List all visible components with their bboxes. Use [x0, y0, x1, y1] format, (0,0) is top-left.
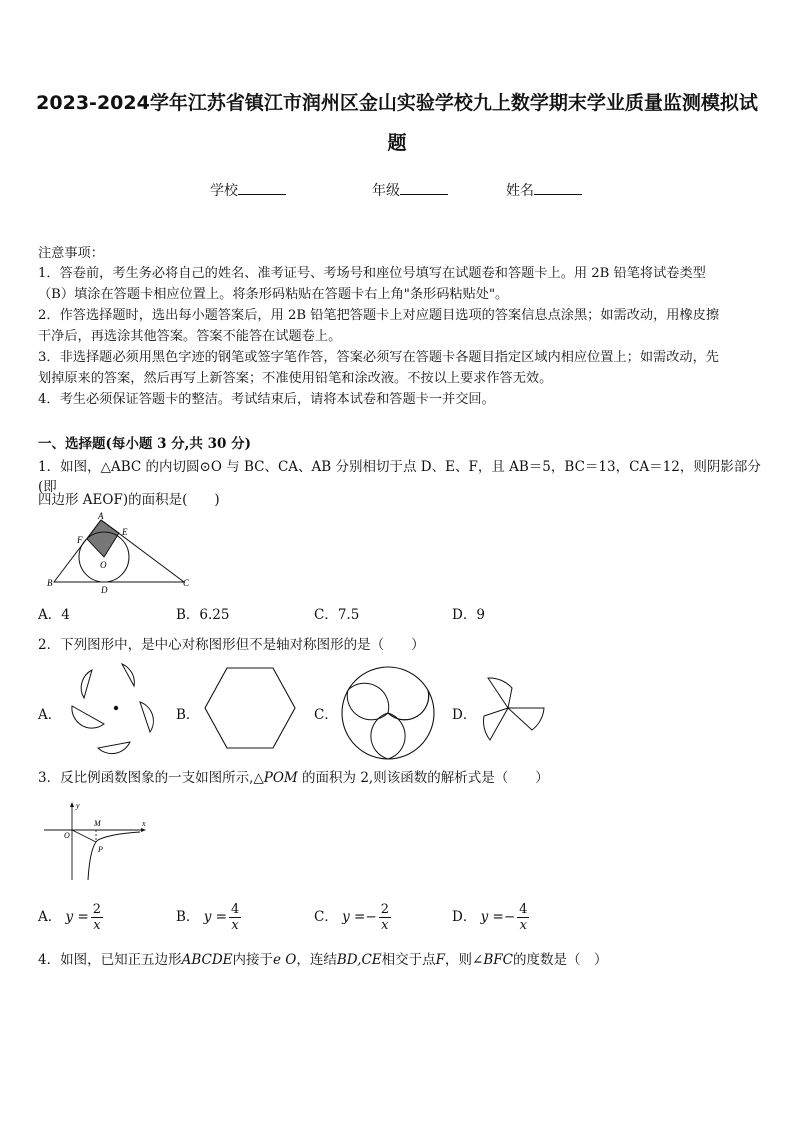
axis-y-label: y — [76, 801, 80, 810]
question-4-text-part: 4．如图，已知正五边形 — [38, 952, 182, 968]
question-3-text — [38, 768, 763, 788]
section-heading: 一、选择题(每小题 3 分,共 30 分) — [38, 436, 251, 452]
label-f: F — [77, 535, 83, 545]
notes-line: 划掉原来的答案，然后再写上新答案；不准使用铅笔和涂改液。不按以上要求作答无效。 — [38, 371, 553, 386]
label-e: E — [122, 527, 128, 537]
option-lhs: y = — [480, 909, 504, 925]
page-title: 2023-2024学年江苏省镇江市润州区金山实验学校九上数学期末学业质量监测模拟试 — [36, 92, 758, 114]
pentagon-abcde: ABCDE — [181, 952, 233, 968]
question-1-option-c[interactable]: C．7.5 — [314, 607, 360, 623]
grade-label: 年级 — [372, 183, 400, 199]
fraction-denominator: x — [231, 918, 239, 933]
question-1-text: 1．如图，△ABC 的内切圆⊙O 与 BC、CA、AB 分别相切于点 D、E、F，且 AB＝5，BC＝13，CA＝12，则阴影部分(即 — [38, 459, 761, 495]
label-o: O — [100, 560, 107, 570]
school-label: 学校 — [210, 183, 238, 199]
question-3-graph — [40, 800, 150, 882]
notes-line: 4．考生必须保证答题卡的整洁。考试结束后，请将本试卷和答题卡一并交回。 — [38, 392, 495, 407]
name-field — [506, 180, 582, 200]
option-letter: A． — [38, 909, 62, 925]
point-m-label: M — [94, 819, 101, 828]
notes-line: 1．答卷前，考生务必将自己的姓名、准考证号、考场号和座位号填写在试题卷和答题卡上。用 2B 铅笔将试卷类型 — [38, 266, 706, 281]
option-letter: D． — [452, 909, 477, 925]
option-letter: B． — [176, 909, 200, 925]
question-2-option-d[interactable]: D． — [452, 707, 477, 723]
grade-blank — [400, 182, 448, 195]
option-d-three-blade-figure — [478, 672, 548, 744]
notes-line: 2．作答选择题时，选出每小题答案后，用 2B 铅笔把答题卡上对应题目选项的答案信息点涂黑；如需改动，用橡皮擦 — [38, 308, 720, 323]
fraction-denominator: x — [381, 918, 389, 933]
axis-x-label: x — [142, 819, 146, 828]
notes-heading: 注意事项： — [38, 246, 104, 261]
label-c: C — [183, 578, 190, 588]
triangle-abc — [54, 520, 184, 582]
question-2-option-a[interactable]: A． — [38, 707, 62, 723]
notes-line: （B）填涂在答题卡相应位置上。将条形码粘贴在答题卡右上角"条形码粘贴处"。 — [38, 287, 509, 302]
name-blank — [534, 182, 582, 195]
option-lhs: y = — [342, 909, 366, 925]
fraction-denominator: x — [519, 918, 527, 933]
name-label: 姓名 — [506, 183, 534, 199]
question-2-option-b[interactable]: B． — [176, 707, 200, 723]
question-3-text-part: 3．反比例函数图象的一支如图所示, — [38, 770, 254, 786]
fraction-numerator: 4 — [519, 902, 528, 917]
question-4-text-part: 的度数是（ ） — [512, 952, 608, 968]
question-2-text: 2．下列图形中，是中心对称图形但不是轴对称图形的是（ ） — [38, 637, 425, 653]
segments-bd-ce: BD,CE — [336, 952, 382, 968]
fraction-numerator: 2 — [380, 902, 389, 917]
question-3-option-a[interactable] — [38, 902, 103, 933]
question-1-option-a[interactable]: A．4 — [38, 607, 70, 623]
school-blank — [238, 182, 286, 195]
fraction — [379, 902, 391, 933]
question-4-text — [38, 950, 763, 970]
school-field — [210, 180, 286, 200]
option-c-circle-arcs-figure — [340, 665, 436, 761]
fraction-numerator: 2 — [92, 902, 102, 917]
question-4-text-part: 相交于点 — [381, 952, 436, 968]
option-b-hexagon-figure — [204, 667, 296, 749]
notes-line: 3．非选择题必须用黑色字迹的钢笔或签字笔作答，答案必须写在答题卡各题目指定区域内相应位置上；如需改动，先 — [38, 350, 719, 365]
question-3-option-b[interactable] — [176, 902, 241, 933]
option-lhs: y = — [203, 909, 227, 925]
label-d: D — [101, 585, 108, 595]
question-3-text-part: 的面积为 2,则该函数的解析式是（ ） — [297, 770, 549, 786]
point-f: F — [435, 952, 446, 968]
question-1-option-b[interactable]: B．6.25 — [176, 607, 230, 623]
shaded-quadrilateral — [87, 520, 119, 557]
label-b: B — [47, 578, 53, 588]
point-p-label: P — [98, 845, 103, 854]
question-2-option-c[interactable]: C． — [314, 707, 338, 723]
page-title-continued: 题 — [387, 132, 407, 154]
grade-field — [372, 180, 448, 200]
option-a-pinwheel-figure — [70, 662, 160, 754]
option-sign: − — [365, 909, 377, 925]
fraction — [91, 902, 103, 933]
question-4-text-part: 内接于 — [232, 952, 274, 968]
circle-o: e O — [273, 952, 297, 968]
question-1-option-d[interactable]: D．9 — [452, 607, 485, 623]
fraction — [229, 902, 241, 933]
question-1-text-cont: 四边形 AEOF)的面积是( ) — [38, 492, 220, 508]
option-sign: − — [503, 909, 516, 925]
question-4-text-part: ，则 — [445, 952, 473, 968]
question-1-figure — [40, 512, 200, 596]
fraction-denominator: x — [93, 918, 101, 933]
label-a: A — [98, 511, 104, 521]
fraction-numerator: 4 — [230, 902, 240, 917]
question-3-option-c[interactable] — [314, 902, 391, 933]
option-letter: C． — [314, 909, 338, 925]
question-3-option-d[interactable] — [452, 902, 529, 933]
question-4-text-part: ，连结 — [296, 952, 337, 968]
origin-label: O — [64, 831, 70, 840]
option-lhs: y = — [65, 909, 89, 925]
angle-bfc: ∠BFC — [472, 952, 513, 968]
notes-line: 干净后，再选涂其他答案。答案不能答在试题卷上。 — [38, 329, 342, 344]
triangle-pom: △POM — [253, 770, 298, 786]
fraction — [517, 902, 529, 933]
